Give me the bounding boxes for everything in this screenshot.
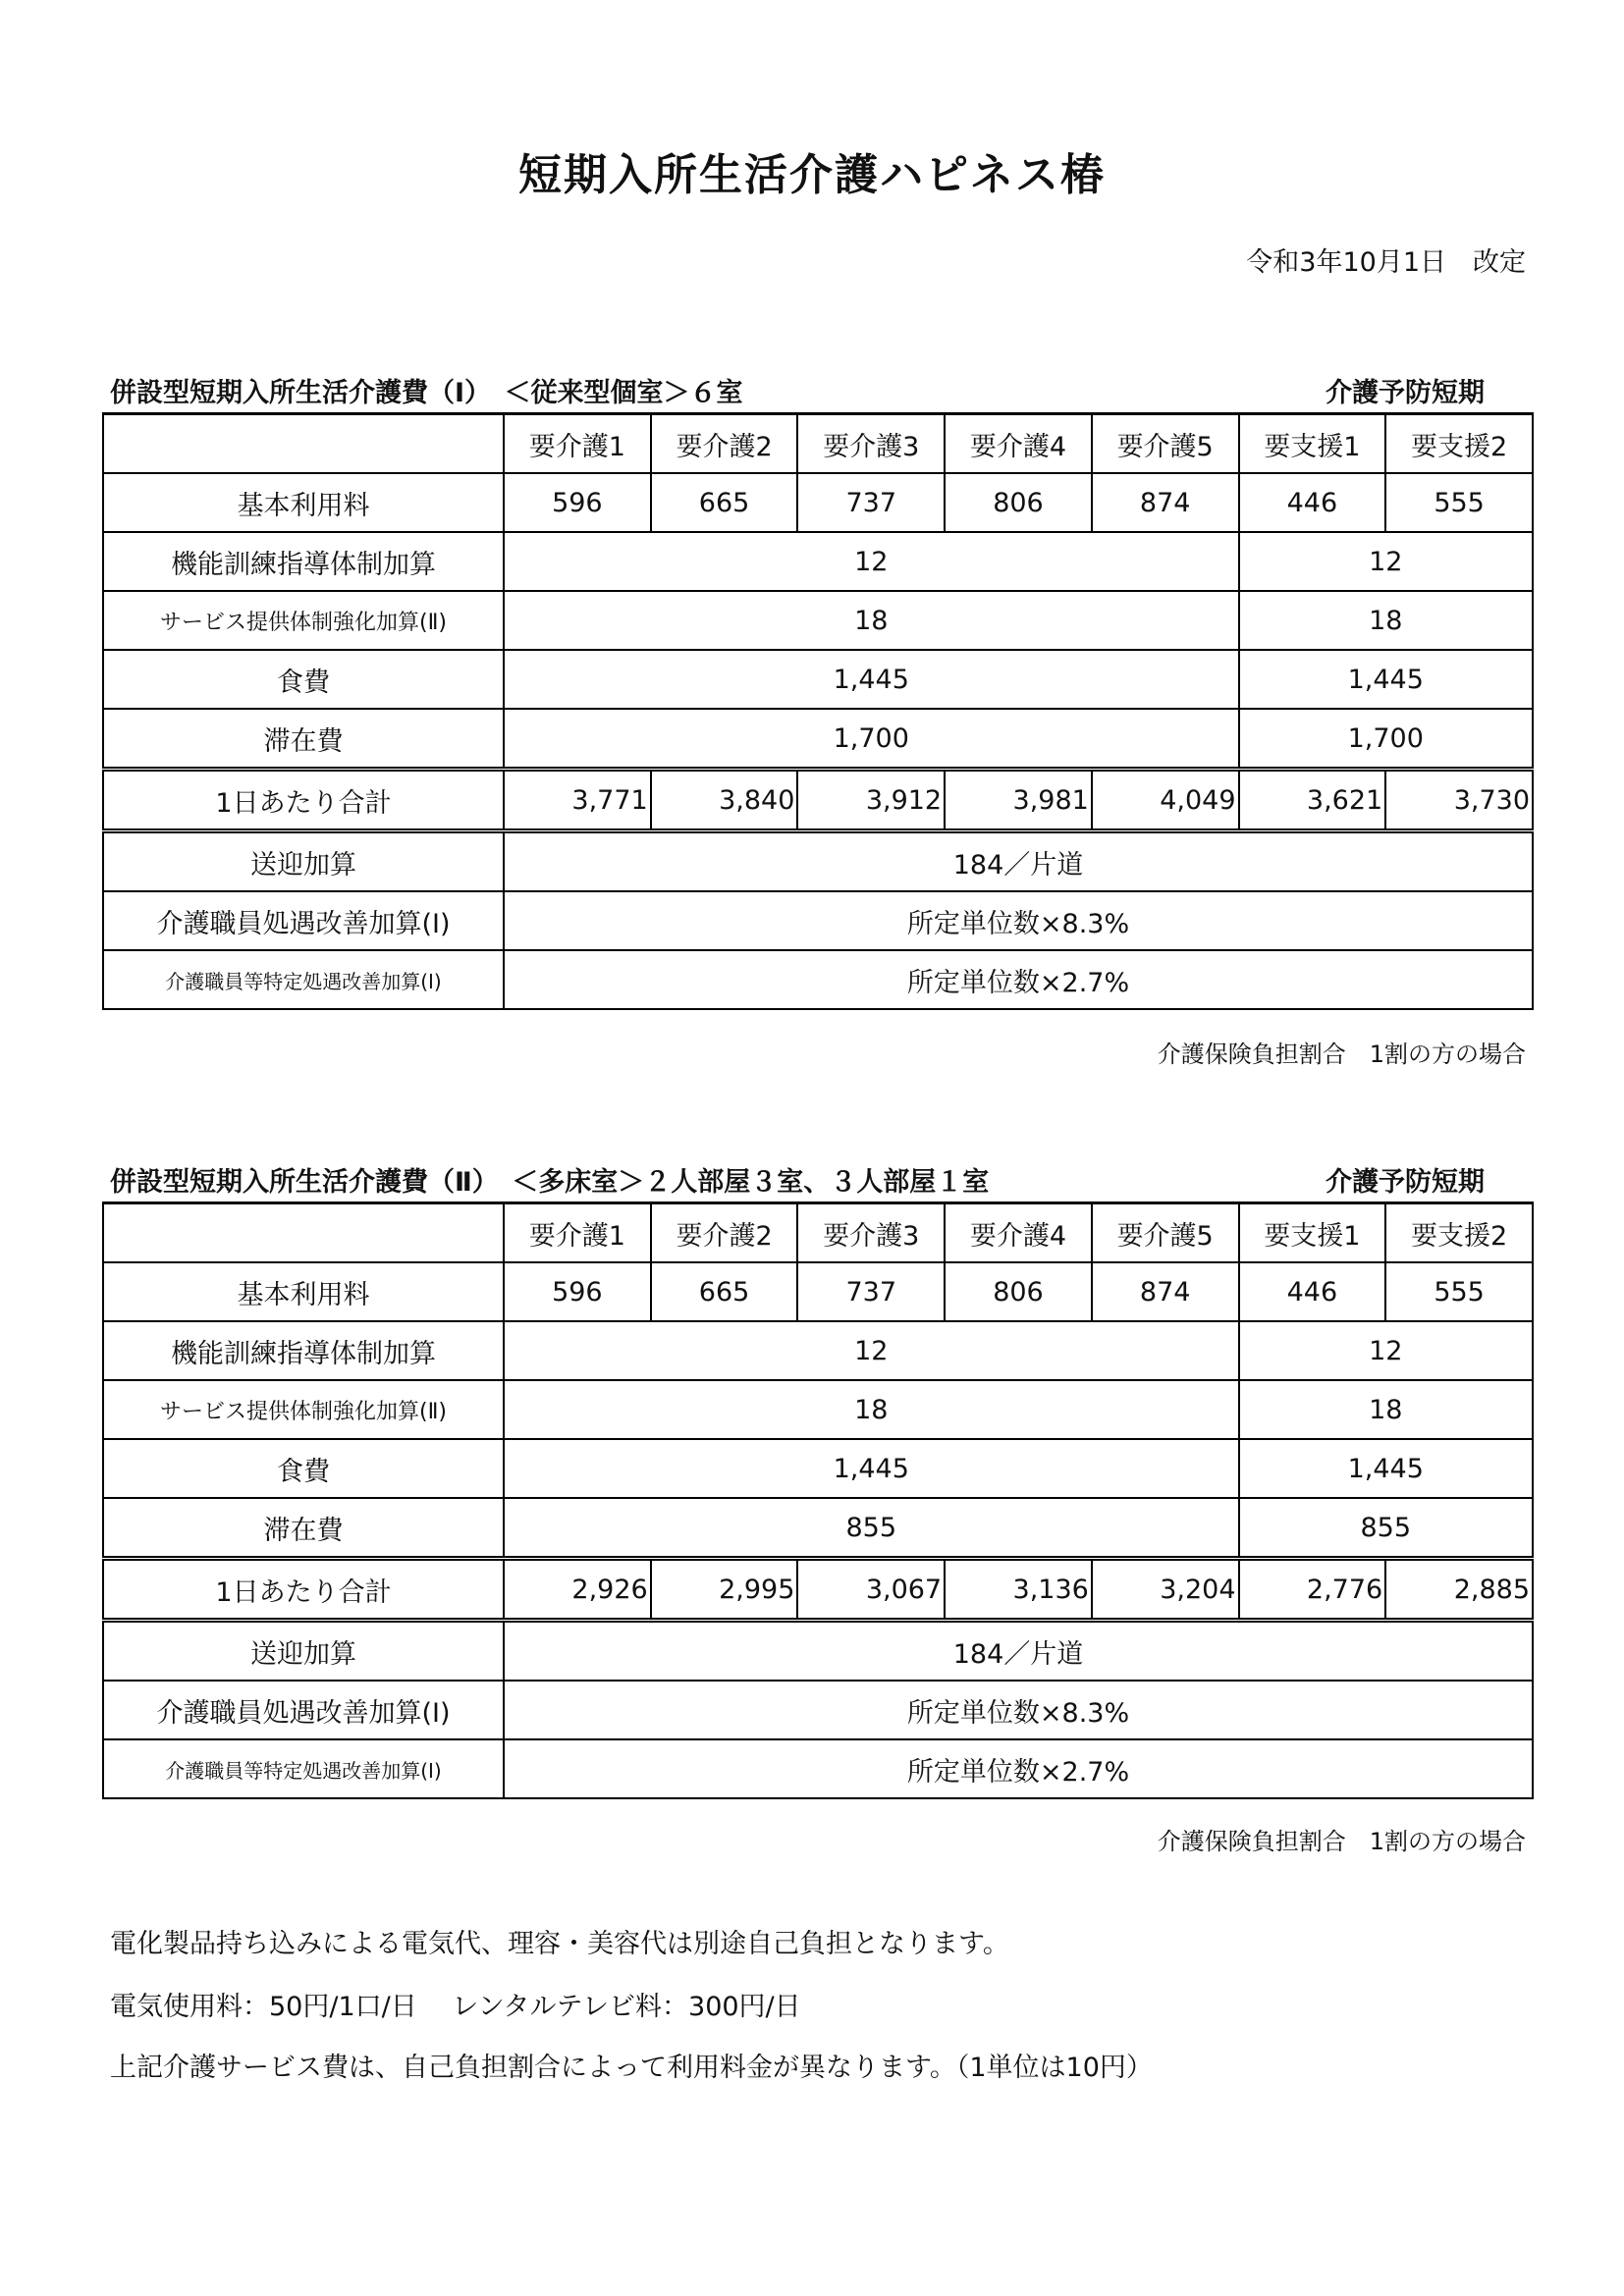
value-cell: 446 xyxy=(1239,1262,1386,1321)
header-corner xyxy=(103,1203,504,1263)
column-header: 要介護2 xyxy=(651,414,798,474)
fee-table-1 xyxy=(102,412,1534,1010)
value-cell: 874 xyxy=(1092,473,1239,532)
total-cell: 3,981 xyxy=(945,770,1092,831)
row-label: サービス提供体制強化加算(Ⅱ) xyxy=(103,1380,504,1439)
value-cell: 所定単位数×8.3% xyxy=(504,1681,1533,1739)
table-header-row xyxy=(103,1203,1533,1263)
base-fee-row xyxy=(103,473,1533,532)
value-cell-support: 1,445 xyxy=(1239,1439,1533,1498)
specific-improvement-row xyxy=(103,1739,1533,1798)
value-cell-support: 12 xyxy=(1239,532,1533,591)
transport-row xyxy=(103,831,1533,892)
column-header: 要介護3 xyxy=(797,414,945,474)
total-cell: 3,621 xyxy=(1239,770,1386,831)
value-cell: 806 xyxy=(945,1262,1092,1321)
value-cell: 184／片道 xyxy=(504,1621,1533,1682)
value-cell-care: 1,700 xyxy=(504,709,1239,770)
column-header: 要支援2 xyxy=(1385,414,1533,474)
column-header: 要介護5 xyxy=(1092,414,1239,474)
row-label: サービス提供体制強化加算(Ⅱ) xyxy=(103,591,504,650)
daily-total-row xyxy=(103,770,1533,831)
total-cell: 3,204 xyxy=(1092,1559,1239,1621)
revision-date: 令和3年10月1日 改定 xyxy=(1246,247,1526,278)
row-label: 介護職員等特定処遇改善加算(Ⅰ) xyxy=(103,1739,504,1798)
value-cell-care: 855 xyxy=(504,1498,1239,1559)
value-cell: 665 xyxy=(651,473,798,532)
total-cell: 2,995 xyxy=(651,1559,798,1621)
staff-improvement-row xyxy=(103,1681,1533,1739)
section-1-preventive-label: 介護予防短期 xyxy=(1326,378,1485,408)
value-cell: 555 xyxy=(1385,1262,1533,1321)
value-cell-support: 1,445 xyxy=(1239,650,1533,709)
row-label: 機能訓練指導体制加算 xyxy=(103,1321,504,1380)
value-cell-support: 1,700 xyxy=(1239,709,1533,770)
value-cell: 665 xyxy=(651,1262,798,1321)
transport-row xyxy=(103,1621,1533,1682)
service-system-row xyxy=(103,591,1533,650)
function-training-row xyxy=(103,532,1533,591)
staff-improvement-row xyxy=(103,891,1533,950)
row-label: 基本利用料 xyxy=(103,473,504,532)
function-training-row xyxy=(103,1321,1533,1380)
row-label: 食費 xyxy=(103,650,504,709)
value-cell-support: 18 xyxy=(1239,591,1533,650)
section-2-preventive-label: 介護予防短期 xyxy=(1326,1167,1485,1198)
stay-fee-row xyxy=(103,1498,1533,1559)
value-cell: 555 xyxy=(1385,473,1533,532)
page-title: 短期入所生活介護ハピネス椿 xyxy=(518,150,1106,200)
value-cell: 596 xyxy=(504,473,651,532)
value-cell-care: 1,445 xyxy=(504,1439,1239,1498)
value-cell: 所定単位数×2.7% xyxy=(504,1739,1533,1798)
value-cell: 874 xyxy=(1092,1262,1239,1321)
row-label: 送迎加算 xyxy=(103,1621,504,1682)
total-cell: 3,067 xyxy=(797,1559,945,1621)
total-cell: 4,049 xyxy=(1092,770,1239,831)
value-cell-care: 18 xyxy=(504,591,1239,650)
value-cell: 596 xyxy=(504,1262,651,1321)
column-header: 要介護4 xyxy=(945,414,1092,474)
column-header: 要介護3 xyxy=(797,1203,945,1263)
value-cell-care: 12 xyxy=(504,1321,1239,1380)
header-corner xyxy=(103,414,504,474)
value-cell: 所定単位数×2.7% xyxy=(504,950,1533,1009)
row-label: 滞在費 xyxy=(103,1498,504,1559)
value-cell: 806 xyxy=(945,473,1092,532)
footer-note: 電気使用料：50円/1口/日 レンタルテレビ料：300円/日 xyxy=(110,1992,801,2022)
stay-fee-row xyxy=(103,709,1533,770)
column-header: 要介護5 xyxy=(1092,1203,1239,1263)
footer-note: 上記介護サービス費は、自己負担割合によって利用料金が異なります。（1単位は10円） xyxy=(110,2053,1153,2083)
section-2-heading xyxy=(110,1160,1485,1199)
row-label: 食費 xyxy=(103,1439,504,1498)
row-label: 基本利用料 xyxy=(103,1262,504,1321)
row-label: 機能訓練指導体制加算 xyxy=(103,532,504,591)
total-cell: 3,136 xyxy=(945,1559,1092,1621)
row-label: 介護職員処遇改善加算(Ⅰ) xyxy=(103,891,504,950)
column-header: 要支援1 xyxy=(1239,414,1386,474)
row-label: 介護職員等特定処遇改善加算(Ⅰ) xyxy=(103,950,504,1009)
column-header: 要介護1 xyxy=(504,414,651,474)
total-cell: 3,840 xyxy=(651,770,798,831)
section-2-note: 介護保険負担割合 1割の方の場合 xyxy=(1157,1828,1526,1855)
row-label: 1日あたり合計 xyxy=(103,770,504,831)
footer-note: 電化製品持ち込みによる電気代、理容・美容代は別途自己負担となります。 xyxy=(110,1929,1009,1959)
column-header: 要支援1 xyxy=(1239,1203,1386,1263)
value-cell: 184／片道 xyxy=(504,831,1533,892)
value-cell-care: 18 xyxy=(504,1380,1239,1439)
value-cell-support: 18 xyxy=(1239,1380,1533,1439)
row-label: 送迎加算 xyxy=(103,831,504,892)
total-cell: 3,730 xyxy=(1385,770,1533,831)
meal-fee-row xyxy=(103,650,1533,709)
value-cell: 所定単位数×8.3% xyxy=(504,891,1533,950)
total-cell: 2,926 xyxy=(504,1559,651,1621)
total-cell: 3,912 xyxy=(797,770,945,831)
section-2-title: 併設型短期入所生活介護費（Ⅱ） ＜多床室＞２人部屋３室、３人部屋１室 xyxy=(110,1167,990,1198)
section-1-heading xyxy=(110,371,1485,409)
specific-improvement-row xyxy=(103,950,1533,1009)
table-header-row xyxy=(103,414,1533,474)
column-header: 要介護1 xyxy=(504,1203,651,1263)
value-cell: 737 xyxy=(797,473,945,532)
value-cell-support: 855 xyxy=(1239,1498,1533,1559)
row-label: 介護職員処遇改善加算(Ⅰ) xyxy=(103,1681,504,1739)
total-cell: 2,885 xyxy=(1385,1559,1533,1621)
row-label: 1日あたり合計 xyxy=(103,1559,504,1621)
value-cell-care: 12 xyxy=(504,532,1239,591)
value-cell: 737 xyxy=(797,1262,945,1321)
value-cell-care: 1,445 xyxy=(504,650,1239,709)
service-system-row xyxy=(103,1380,1533,1439)
section-1-title: 併設型短期入所生活介護費（Ⅰ） ＜従来型個室＞６室 xyxy=(110,378,743,408)
column-header: 要支援2 xyxy=(1385,1203,1533,1263)
base-fee-row xyxy=(103,1262,1533,1321)
value-cell-support: 12 xyxy=(1239,1321,1533,1380)
section-1-note: 介護保険負担割合 1割の方の場合 xyxy=(1157,1041,1526,1068)
column-header: 要介護4 xyxy=(945,1203,1092,1263)
daily-total-row xyxy=(103,1559,1533,1621)
fee-table-2 xyxy=(102,1201,1534,1799)
total-cell: 3,771 xyxy=(504,770,651,831)
meal-fee-row xyxy=(103,1439,1533,1498)
total-cell: 2,776 xyxy=(1239,1559,1386,1621)
row-label: 滞在費 xyxy=(103,709,504,770)
value-cell: 446 xyxy=(1239,473,1386,532)
column-header: 要介護2 xyxy=(651,1203,798,1263)
